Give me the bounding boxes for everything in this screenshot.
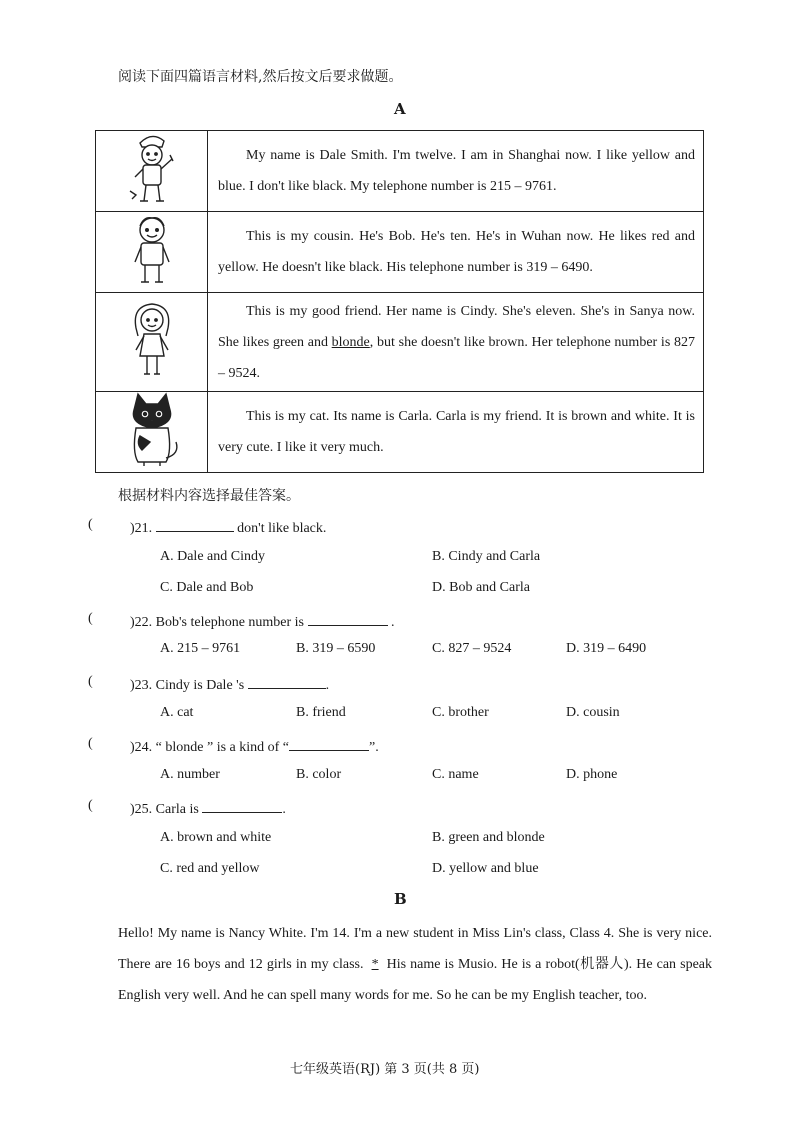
boy-bob-illustration	[124, 212, 180, 288]
passage-b-text-part1: Hello! My name is Nancy White. I'm 14. I'm a new student in Miss Lin's class, Class 4. She is very nice. There are 16 boys and 12 girls in my class.	[118, 926, 712, 972]
answer-blank	[156, 517, 234, 532]
passage-b	[118, 918, 712, 1011]
table-row	[96, 392, 704, 473]
question-stem: Carla is	[155, 802, 203, 817]
bob-paragraph: This is my cousin. He's Bob. He's ten. He's in Wuhan now. He likes red and yellow. He doesn't like black. His telephone number is 319 – 6490.	[208, 212, 704, 293]
bob-picture-cell	[96, 212, 208, 293]
blank-star-marker: *	[371, 957, 379, 972]
answer-blank	[202, 798, 282, 813]
question-stem: don't like black.	[233, 521, 327, 536]
question-stem: Cindy is Dale 's	[155, 678, 248, 693]
answer-paren-21[interactable]: (	[88, 517, 93, 532]
question-number: )23.	[130, 678, 153, 693]
option-22-c[interactable]: C. 827 – 9524	[432, 641, 512, 656]
option-23-d[interactable]: D. cousin	[566, 705, 620, 720]
answer-blank	[289, 736, 369, 751]
option-23-b[interactable]: B. friend	[296, 705, 346, 720]
option-24-c[interactable]: C. name	[432, 767, 479, 782]
question-21	[130, 517, 326, 537]
question-25	[130, 798, 286, 818]
answer-paren-25[interactable]: (	[88, 798, 93, 813]
option-22-a[interactable]: A. 215 – 9761	[160, 641, 241, 656]
questions-instruction: 根据材料内容选择最佳答案。	[118, 488, 300, 504]
section-a-title: A	[394, 100, 406, 118]
option-25-a[interactable]: A. brown and white	[160, 830, 272, 845]
answer-paren-24[interactable]: (	[88, 736, 93, 751]
option-24-a[interactable]: A. number	[160, 767, 220, 782]
question-stem-end: .	[387, 615, 395, 630]
dale-paragraph: My name is Dale Smith. I'm twelve. I am in Shanghai now. I like yellow and blue. I don't like black. My telephone number is 215 – 9761.	[208, 131, 704, 212]
question-stem-end: .	[325, 678, 330, 693]
option-25-d[interactable]: D. yellow and blue	[432, 861, 539, 876]
section-b-title: B	[394, 890, 407, 908]
girl-cindy-illustration	[124, 298, 180, 382]
cindy-paragraph	[208, 293, 704, 392]
option-25-c[interactable]: C. red and yellow	[160, 861, 260, 876]
option-25-b[interactable]: B. green and blonde	[432, 830, 545, 845]
option-21-d[interactable]: D. Bob and Carla	[432, 580, 530, 595]
question-number: )21.	[130, 521, 153, 536]
blonde-underlined-word: blonde	[331, 334, 370, 350]
cindy-text-part1: This is my good friend. Her name is Cindy. She's eleven. She's in Sanya now. She likes green and	[218, 303, 695, 350]
question-22	[130, 611, 395, 631]
cindy-text-part2: , but she doesn't like brown. Her telephone number is 827 – 9524.	[218, 334, 695, 381]
answer-paren-23[interactable]: (	[88, 674, 93, 689]
carla-picture-cell	[96, 392, 208, 473]
option-21-a[interactable]: A. Dale and Cindy	[160, 549, 265, 564]
table-row	[96, 212, 704, 293]
cindy-picture-cell	[96, 293, 208, 392]
question-number: )24.	[130, 740, 153, 755]
dale-picture-cell	[96, 131, 208, 212]
option-22-b[interactable]: B. 319 – 6590	[296, 641, 376, 656]
cat-carla-illustration	[120, 392, 184, 468]
option-24-b[interactable]: B. color	[296, 767, 342, 782]
option-23-c[interactable]: C. brother	[432, 705, 489, 720]
option-24-d[interactable]: D. phone	[566, 767, 618, 782]
question-number: )25.	[130, 802, 153, 817]
answer-paren-22[interactable]: (	[88, 611, 93, 626]
option-22-d[interactable]: D. 319 – 6490	[566, 641, 647, 656]
question-stem-end: .	[282, 802, 286, 817]
table-row	[96, 131, 704, 212]
question-23	[130, 674, 329, 694]
page-footer: 七年级英语(RJ) 第 3 页(共 8 页)	[290, 1062, 480, 1077]
passage-a-table	[95, 130, 704, 473]
answer-blank	[308, 611, 388, 626]
option-23-a[interactable]: A. cat	[160, 705, 194, 720]
option-21-c[interactable]: C. Dale and Bob	[160, 580, 254, 595]
question-number: )22.	[130, 615, 153, 630]
instructions-intro: 阅读下面四篇语言材料,然后按文后要求做题。	[118, 69, 403, 85]
carla-paragraph: This is my cat. Its name is Carla. Carla is my friend. It is brown and white. It is very cute. I like it very much.	[208, 392, 704, 473]
boy-dale-illustration	[122, 131, 182, 207]
question-stem: “ blonde ” is a kind of “	[155, 740, 290, 755]
question-24	[130, 736, 379, 756]
table-row	[96, 293, 704, 392]
passage-b-text-part2: His name is Musio. He is a robot(机器人). He can speak English very well. And he can spell many words for me. So he can be my English teacher, too.	[118, 957, 712, 1003]
passage-b-paragraph	[118, 918, 712, 1011]
question-stem-end: ”.	[369, 740, 379, 755]
option-21-b[interactable]: B. Cindy and Carla	[432, 549, 541, 564]
question-stem: Bob's telephone number is	[155, 615, 308, 630]
answer-blank	[248, 674, 326, 689]
